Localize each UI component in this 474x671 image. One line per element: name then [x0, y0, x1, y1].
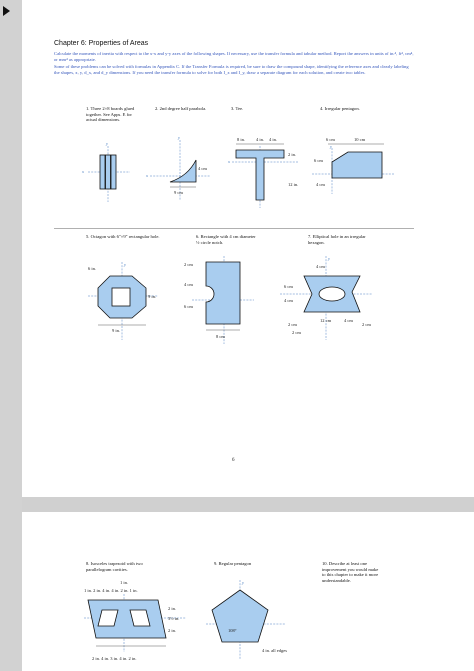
p8-r1-label: 2 in.	[168, 606, 177, 611]
svg-text:y: y	[328, 256, 330, 261]
instructions-para-2: Some of these problems can be solved with formulas in Appendix C. If the Transfer Formula is required, be sure to draw the compound shape, identifying the reference axes and clearly labeling the shapes, x, y, d_x, and d_y dimensions. If you need the transfer formula to solve for both I_x and I_y, draw a separate diagram for each solution, and create two tables.	[54, 64, 409, 75]
p6-d-label: 8 cm	[216, 334, 225, 339]
p7-g-label: 2 cm	[362, 322, 371, 327]
chapter-title: Chapter 6: Properties of Areas	[54, 40, 149, 47]
figure-2-half-parabola	[146, 135, 210, 200]
p5-b-label: 9 in.	[148, 294, 157, 299]
sidebar	[0, 0, 22, 671]
instructions	[54, 51, 414, 77]
figure-4-pentagon	[312, 136, 394, 196]
page-gap	[22, 497, 474, 512]
problem-7-text: 7. Elliptical hole in an irregular hexagon.	[308, 234, 366, 245]
divider	[54, 228, 414, 229]
p7-c-label: 4 cm	[284, 298, 293, 303]
svg-text:x: x	[228, 159, 230, 164]
problem-10-text: 10. Describe at least one improvement you would make to this chapter to make it more understandable.	[322, 561, 379, 583]
p8-bottom-label: 2 in. 4 in. 3 in. 4 in. 2 in.	[92, 656, 137, 661]
p7-d-label: 12 cm	[320, 318, 332, 323]
instructions-para-1: Calculate the moments of inertia with respect to the x-x and y-y axes of the following shapes. If necessary, use the transfer formula and tabular method. Report the answers in units of in.⁴, ft⁴, cm⁴, or mm⁴ as appropriate.	[54, 51, 414, 62]
p6-a-label: 2 cm	[184, 262, 193, 267]
problem-1-text: 1. Three 2×8 boards glued together. See Apps. E for actual dimensions.	[86, 106, 135, 123]
p8-top-label: 1 in.	[120, 580, 129, 585]
p6-b-label: 4 cm	[184, 282, 193, 287]
figure-3-tee	[228, 136, 304, 208]
svg-text:x: x	[82, 169, 84, 174]
p5-c-label: 9 in.	[112, 328, 121, 333]
p3-a-label: 8 in.	[237, 137, 246, 142]
figure-5-octagon	[88, 262, 158, 340]
page-number: 6	[232, 458, 235, 463]
p9-edges-label: 4 in. all edges	[262, 648, 287, 653]
p2-width-label: 9 cm	[174, 190, 183, 195]
p4-b-label: 10 cm	[354, 137, 366, 142]
figure-7-hexagon	[280, 256, 372, 340]
p5-a-label: 6 in.	[88, 266, 97, 271]
p4-d-label: 4 cm	[316, 182, 325, 187]
problem-5-text: 5. Octagon with 6"×9" rectangular hole.	[86, 234, 160, 239]
figure-1-boards	[82, 141, 130, 202]
p7-h-label: 2 cm	[292, 330, 301, 335]
problem-9-text: 9. Regular pentagon	[214, 561, 252, 566]
svg-text:y: y	[242, 580, 244, 585]
p7-b-label: 6 cm	[284, 284, 293, 289]
problem-2-text: 2. 2nd degree half parabola.	[155, 106, 207, 111]
p8-row1-label: 1 in. 2 in. 4 in. 4 in. 2 in. 1 in.	[84, 588, 138, 593]
svg-text:y: y	[330, 144, 332, 149]
p7-e-label: 4 cm	[344, 318, 353, 323]
p8-r3-label: 2 in.	[168, 628, 177, 633]
svg-text:y: y	[124, 262, 126, 267]
p3-b-label: 4 in.	[256, 137, 265, 142]
problem-8-text: 8. Isosceles trapezoid with two parallelogram cavities.	[86, 561, 143, 572]
p2-height-label: 4 cm	[198, 166, 207, 171]
figure-6-rect-notch	[184, 256, 254, 344]
p7-f-label: 2 cm	[288, 322, 297, 327]
p7-a-label: 4 cm	[316, 264, 325, 269]
p6-c-label: 6 cm	[184, 304, 193, 309]
figure-8-trapezoid	[84, 580, 186, 666]
figure-9-pentagon	[206, 580, 286, 660]
problem-4-text: 4. Irregular pentagon.	[320, 106, 360, 111]
problem-6-text: 6. Rectangle with 4 cm diameter ½ circle notch.	[196, 234, 256, 245]
expand-arrow-icon[interactable]	[3, 6, 10, 16]
p8-r2-label: 3½ in.	[168, 616, 180, 621]
p3-c-label: 4 in.	[269, 137, 278, 142]
svg-text:y: y	[106, 141, 108, 146]
svg-text:y: y	[178, 135, 180, 140]
svg-text:x: x	[146, 173, 148, 178]
p4-c-label: 6 cm	[314, 158, 323, 163]
p4-a-label: 6 cm	[326, 137, 335, 142]
p3-height-label: 12 in.	[288, 182, 299, 187]
problem-3-text: 3. Tee.	[231, 106, 244, 111]
p3-thickness-label: 2 in.	[288, 152, 297, 157]
p9-angle-label: 108°	[228, 628, 237, 633]
